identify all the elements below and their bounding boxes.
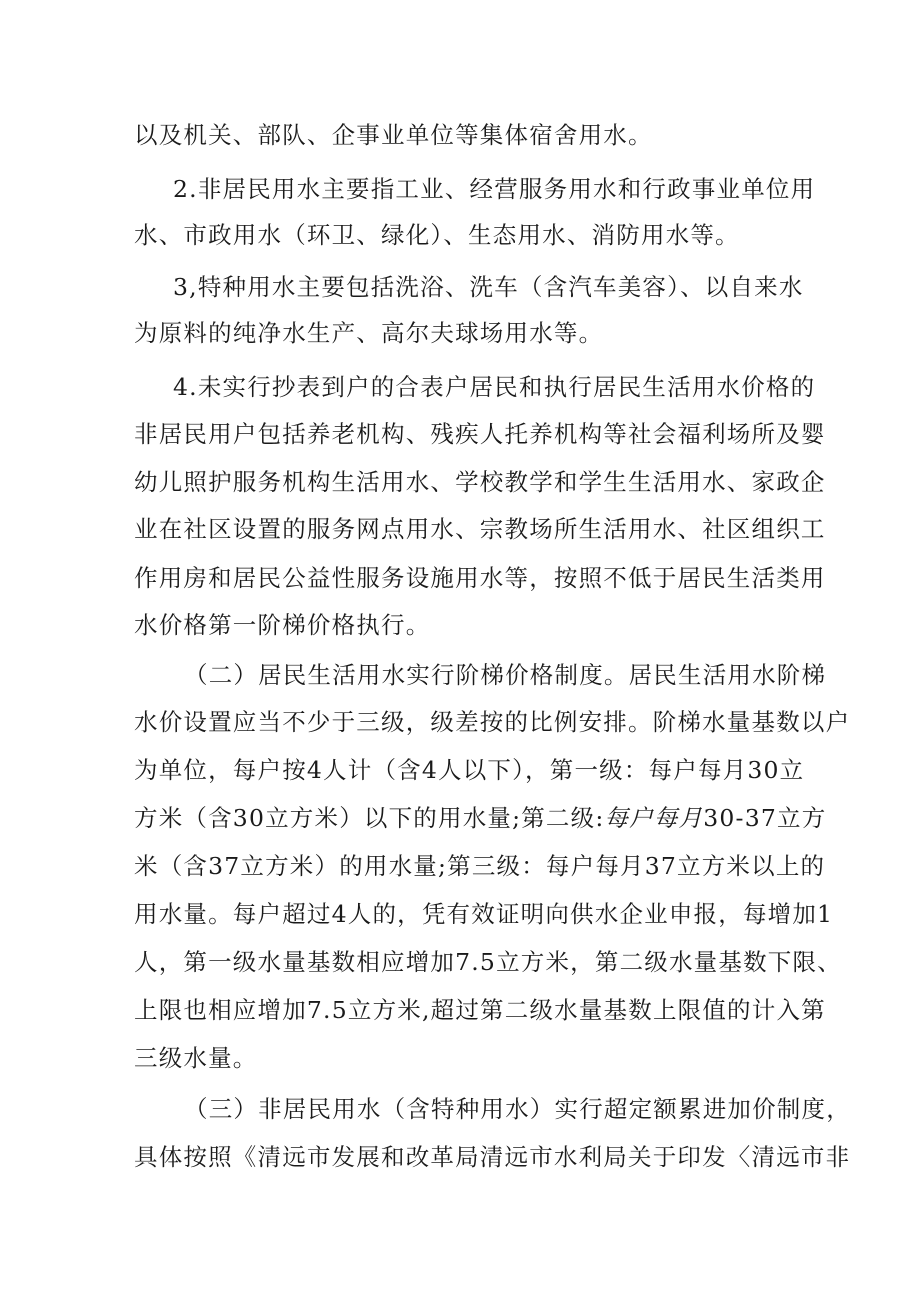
text-line: 为单位，每户按4人计（含4人以下），第一级：每户每月30立 bbox=[134, 756, 805, 784]
text-line: 上限也相应增加7.5立方米,超过第二级水量基数上限值的计入第 bbox=[134, 996, 826, 1024]
text-line: （三）非居民用水（含特种用水）实行超定额累进加价制度， bbox=[184, 1095, 851, 1123]
text-line: 水价格第一阶梯价格执行。 bbox=[134, 611, 431, 639]
text-line: 米（含37立方米）的用水量;第三级：每户每月37立方米以上的 bbox=[134, 852, 826, 880]
text-line: 三级水量。 bbox=[134, 1044, 258, 1072]
text-line: 以及机关、部队、企事业单位等集体宿舍用水。 bbox=[134, 121, 653, 149]
italic-text-segment: 每户每月 bbox=[604, 804, 704, 832]
text-line: 幼儿照护服务机构生活用水、学校教学和学生生活用水、家政企 bbox=[134, 468, 826, 496]
text-line: 水价设置应当不少于三级，级差按的比例安排。阶梯水量基数以户 bbox=[134, 708, 851, 736]
text-line: 3,特种用水主要包括洗浴、洗车（含汽车美容）、以自来水 bbox=[173, 273, 804, 301]
text-line: 2.非居民用水主要指工业、经营服务用水和行政事业单位用 bbox=[173, 175, 816, 203]
text-line: 作用房和居民公益性服务设施用水等，按照不低于居民生活类用 bbox=[134, 564, 826, 592]
text-line: 人，第一级水量基数相应增加7.5立方米，第二级水量基数下限、 bbox=[134, 948, 842, 976]
text-line bbox=[134, 803, 826, 833]
text-line: 4.未实行抄表到户的合表户居民和执行居民生活用水价格的 bbox=[173, 373, 816, 401]
text-line: 水、市政用水（环卫、绿化）、生态用水、消防用水等。 bbox=[134, 221, 740, 249]
text-segment: 30-37立方 bbox=[703, 804, 827, 832]
text-segment: 方米（含30立方米）以下的用水量;第二级: bbox=[134, 804, 605, 832]
text-line: 具体按照《清远市发展和改革局清远市水利局关于印发〈清远市非 bbox=[134, 1143, 851, 1171]
text-line: 为原料的纯净水生产、高尔夫球场用水等。 bbox=[134, 319, 604, 347]
text-line: （二）居民生活用水实行阶梯价格制度。居民生活用水阶梯 bbox=[184, 661, 827, 689]
text-line: 非居民用户包括养老机构、残疾人托养机构等社会福利场所及婴 bbox=[134, 420, 826, 448]
text-line: 业在社区设置的服务网点用水、宗教场所生活用水、社区组织工 bbox=[134, 515, 826, 543]
text-line: 用水量。每户超过4人的，凭有效证明向供水企业申报，每增加1 bbox=[134, 900, 834, 928]
